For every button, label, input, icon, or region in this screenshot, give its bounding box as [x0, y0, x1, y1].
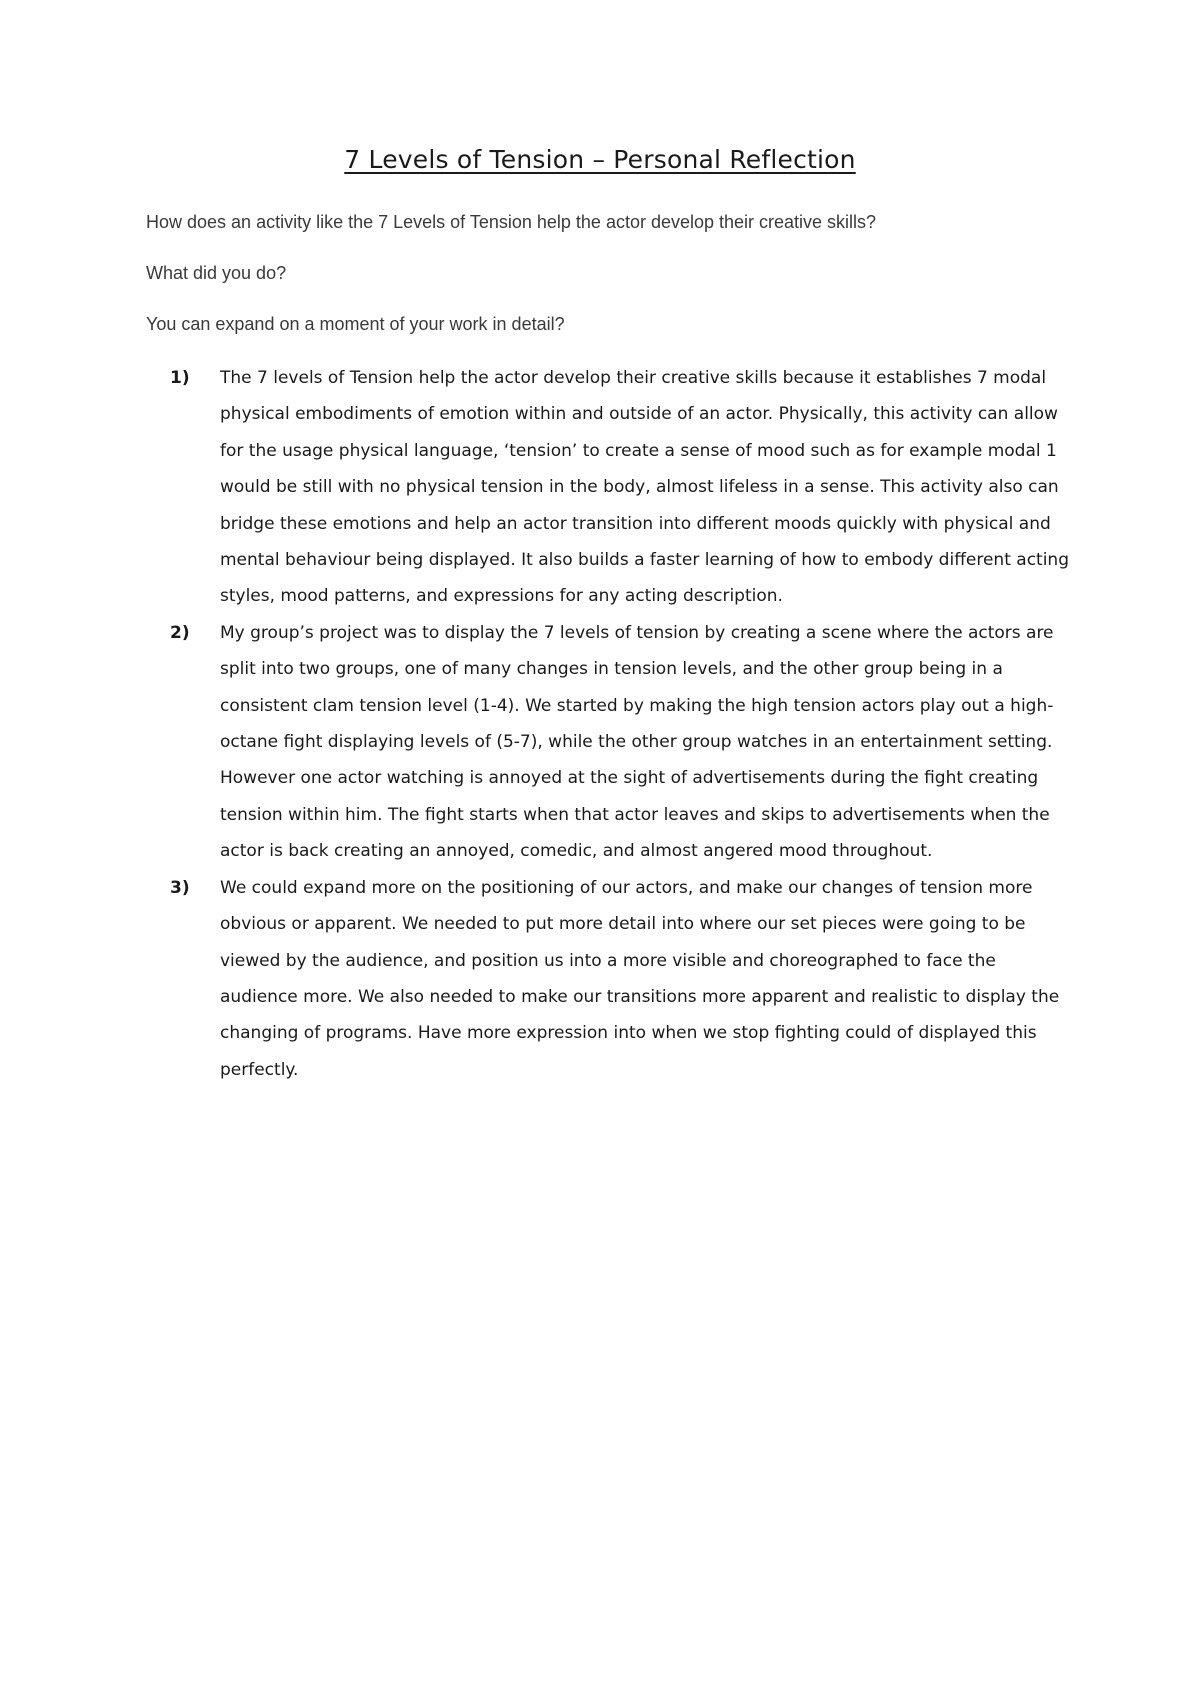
answer-text: My group’s project was to display the 7 levels of tension by creating a scene where the actors are split into two groups, one of many changes in tension levels, and the other group being in a consistent clam tension level (1-4). We started by making the high tension actors play out a high-octane fight displaying levels of (5-7), while the other group watches in an entertainment setting. However one actor watching is annoyed at the sight of advertisements during the fight creating tension within him. The fight starts when that actor leaves and skips to advertisements when the actor is back creating an annoyed, comedic, and almost angered mood throughout. — [220, 622, 1054, 862]
answer-text: We could expand more on the positioning of our actors, and make our changes of tension more obvious or apparent. We needed to put more detail into where our set pieces were going to be viewed by the audience, and position us into a more visible and choreographed to face the audience more. We also needed to make our transitions more apparent and realistic to display the changing of programs. Have more expression into when we stop fighting could of displayed this perfectly. — [220, 877, 1060, 1080]
document-title: 7 Levels of Tension – Personal Reflection — [344, 145, 856, 174]
answer-text: The 7 levels of Tension help the actor develop their creative skills because it establishes 7 modal physical embodiments of emotion within and outside of an actor. Physically, this activity can allow for the usage physical language, ‘tension’ to create a sense of mood such as for example modal 1 would be still with no physical tension in the body, almost lifeless in a sense. This activity also can bridge these emotions and help an actor transition into different moods quickly with physical and mental behaviour being displayed. It also builds a faster learning of how to embody different acting styles, mood patterns, and expressions for any acting description. — [220, 368, 1069, 607]
question-what-did-you-do: What did you do? — [146, 263, 287, 283]
list-item — [146, 870, 1076, 1088]
answer-number: 3) — [170, 877, 190, 898]
answer-number: 1) — [170, 368, 190, 388]
list-item — [146, 615, 1076, 870]
answer-number: 2) — [170, 622, 190, 643]
answers-list — [146, 360, 1076, 1088]
list-item — [146, 360, 1076, 615]
question-expand-moment: You can expand on a moment of your work in detail? — [146, 314, 565, 334]
question-creative-skills: How does an activity like the 7 Levels of Tension help the actor develop their creative skills? — [146, 212, 877, 232]
